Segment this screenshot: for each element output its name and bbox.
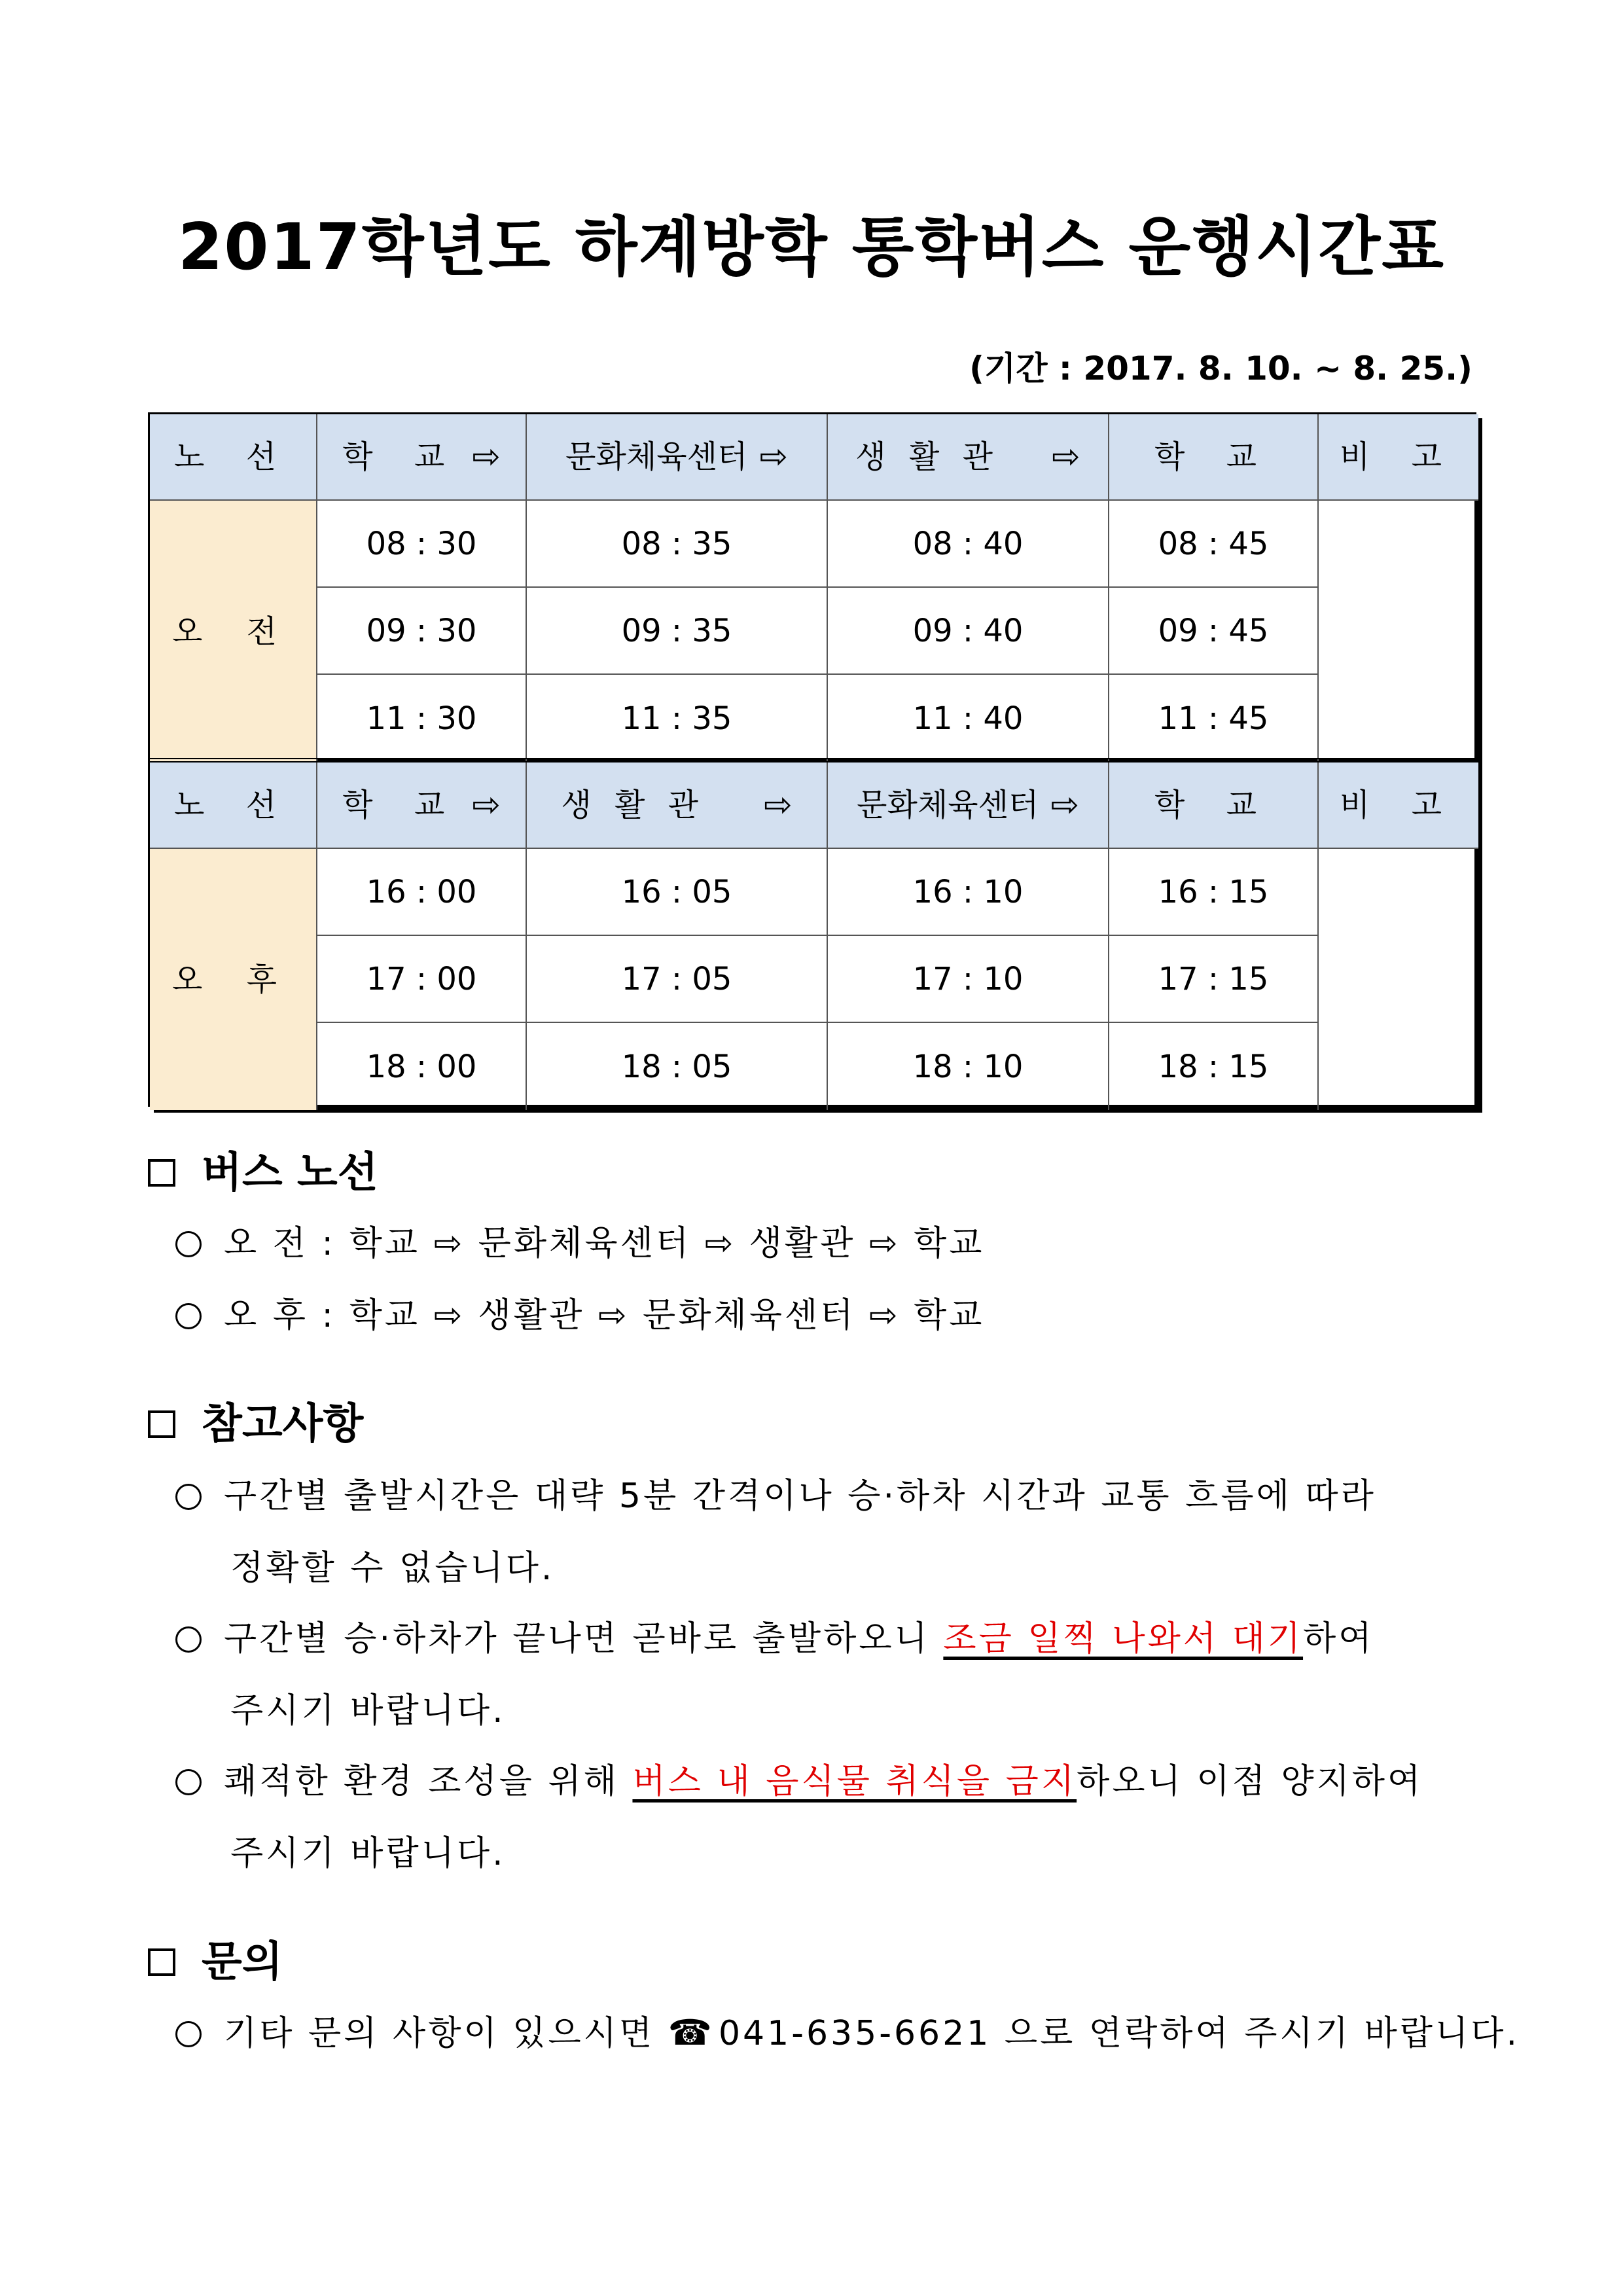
circle-bullet-icon: [175, 1303, 202, 1329]
note-text: 쾌적한 환경 조성을 위해: [224, 1762, 633, 1801]
time-cell: 11 : 30: [317, 675, 527, 762]
section-bus-routes: [148, 1147, 378, 1199]
time-cell: 11 : 45: [1109, 675, 1319, 762]
note-3-line-1: [175, 1757, 1423, 1806]
time-cell: 18 : 10: [828, 1023, 1109, 1110]
section-title-text: 참고사항: [202, 1400, 364, 1448]
header-route: 노 선: [150, 414, 317, 501]
arrow-right-icon: ⇨: [472, 785, 501, 825]
time-cell: 09 : 45: [1109, 588, 1319, 675]
period-am: 오 전: [150, 501, 317, 762]
time-cell: 18 : 15: [1109, 1023, 1319, 1110]
time-cell: 17 : 05: [527, 936, 828, 1023]
note-text: 구간별 승·하차가 끝나면 곧바로 출발하오니: [224, 1619, 944, 1659]
note-highlight: 조금 일찍 나와서 대기: [943, 1619, 1304, 1659]
square-bullet-icon: [148, 1159, 175, 1187]
time-cell: 16 : 10: [828, 849, 1109, 936]
remarks-pm: [1319, 849, 1478, 1110]
note-text: 하오니 이점 양지하여: [1077, 1762, 1423, 1801]
contact-line: [175, 2008, 1520, 2058]
route-am-label: 오 전 :: [224, 1224, 336, 1263]
circle-bullet-icon: [175, 1769, 202, 1795]
route-pm-text: 학교 ⇨ 생활관 ⇨ 문화체육센터 ⇨ 학교: [349, 1296, 985, 1335]
remarks-am: [1319, 501, 1478, 762]
time-cell: 17 : 15: [1109, 936, 1319, 1023]
time-cell: 11 : 40: [828, 675, 1109, 762]
header-stop-3: 생 활 관 ⇨: [828, 414, 1109, 501]
time-cell: 17 : 00: [317, 936, 527, 1023]
timetable: [148, 412, 1476, 1107]
time-cell: 08 : 40: [828, 501, 1109, 588]
time-cell: 18 : 00: [317, 1023, 527, 1110]
time-cell: 09 : 30: [317, 588, 527, 675]
period-range: (기간 : 2017. 8. 10. ~ 8. 25.): [969, 350, 1472, 387]
time-cell: 16 : 15: [1109, 849, 1319, 936]
time-cell: 08 : 45: [1109, 501, 1319, 588]
section-notes: [148, 1398, 363, 1450]
arrow-right-icon: ⇨: [759, 437, 788, 476]
note-3-line-2: 주시기 바랍니다.: [230, 1834, 506, 1873]
circle-bullet-icon: [175, 1484, 202, 1510]
time-cell: 08 : 30: [317, 501, 527, 588]
note-text: 하여: [1303, 1619, 1374, 1659]
header-stop-1: 학 교 ⇨: [317, 414, 527, 501]
time-cell: 11 : 35: [527, 675, 828, 762]
header-stop-4: 학 교: [1109, 762, 1319, 849]
circle-bullet-icon: [175, 1626, 202, 1653]
note-1-line-1: [175, 1471, 1376, 1521]
phone-number: 041-635-6621: [718, 2014, 991, 2053]
route-am-text: 학교 ⇨ 문화체육센터 ⇨ 생활관 ⇨ 학교: [349, 1224, 985, 1263]
header-stop-3: 문화체육센터 ⇨: [828, 762, 1109, 849]
page-title: 2017학년도 하계방학 통학버스 운행시간표: [178, 210, 1445, 285]
time-cell: 16 : 00: [317, 849, 527, 936]
square-bullet-icon: [148, 1410, 175, 1438]
contact-text: 으로 연락하여 주시기 바랍니다.: [991, 2014, 1520, 2053]
route-pm-label: 오 후 :: [224, 1296, 336, 1335]
pm-timetable: [148, 758, 1476, 1107]
time-cell: 18 : 05: [527, 1023, 828, 1110]
time-cell: 09 : 35: [527, 588, 828, 675]
note-highlight: 버스 내 음식물 취식을 금지: [632, 1762, 1077, 1801]
circle-bullet-icon: [175, 1231, 202, 1257]
time-cell: 17 : 10: [828, 936, 1109, 1023]
note-2-line-1: [175, 1614, 1374, 1664]
header-stop-2: 생 활 관 ⇨: [527, 762, 828, 849]
time-cell: 16 : 05: [527, 849, 828, 936]
note-1-line-2: 정확할 수 없습니다.: [230, 1549, 555, 1588]
square-bullet-icon: [148, 1948, 175, 1976]
route-pm-line: [175, 1291, 984, 1340]
header-remarks: 비 고: [1319, 762, 1478, 849]
circle-bullet-icon: [175, 2021, 202, 2047]
arrow-right-icon: ⇨: [764, 785, 793, 825]
arrow-right-icon: ⇨: [1052, 437, 1080, 476]
header-stop-4: 학 교: [1109, 414, 1319, 501]
time-cell: 08 : 35: [527, 501, 828, 588]
header-route: 노 선: [150, 762, 317, 849]
period-pm: 오 후: [150, 849, 317, 1110]
contact-text: 기타 문의 사항이 있으시면: [224, 2014, 668, 2053]
note-text: 구간별 출발시간은 대략 5분 간격이나 승·하차 시간과 교통 흐름에 따라: [224, 1477, 1376, 1516]
route-am-line: [175, 1219, 984, 1268]
note-2-line-2: 주시기 바랍니다.: [230, 1691, 506, 1731]
section-title-text: 문의: [202, 1938, 283, 1986]
phone-icon: ☎: [668, 2012, 715, 2053]
time-cell: 09 : 40: [828, 588, 1109, 675]
header-remarks: 비 고: [1319, 414, 1478, 501]
am-timetable: [148, 412, 1476, 761]
section-contact: [148, 1936, 283, 1988]
arrow-right-icon: ⇨: [1050, 785, 1079, 825]
section-title-text: 버스 노선: [202, 1149, 378, 1197]
header-stop-2: 문화체육센터 ⇨: [527, 414, 828, 501]
arrow-right-icon: ⇨: [472, 437, 501, 476]
header-stop-1: 학 교 ⇨: [317, 762, 527, 849]
